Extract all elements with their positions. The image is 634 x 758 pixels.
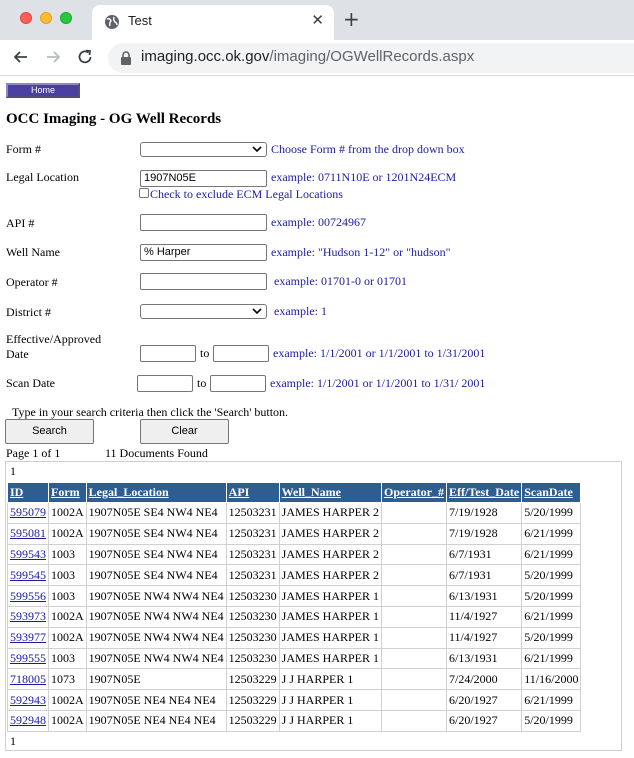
- form-number-label: Form #: [6, 142, 42, 156]
- cell-operator: [382, 565, 447, 586]
- cell-form: 1002A: [49, 606, 87, 627]
- cell-well-name: J J HARPER 1: [279, 669, 381, 690]
- cell-api: 12503231: [226, 565, 279, 586]
- effective-date-to-label: to: [200, 346, 210, 360]
- browser-tab[interactable]: [92, 5, 334, 40]
- table-row: [8, 523, 581, 544]
- well-name-hint: example: "Hudson 1-12" or "hudson": [271, 245, 451, 259]
- browser-toolbar: [0, 40, 634, 76]
- cell-id: [8, 690, 49, 711]
- district-hint: example: 1: [274, 304, 327, 318]
- table-row: [8, 690, 581, 711]
- cell-id: [8, 503, 49, 524]
- cell-id: [8, 669, 49, 690]
- table-row: [8, 544, 581, 565]
- scan-date-to-input[interactable]: [210, 375, 266, 392]
- minimize-window-button[interactable]: [40, 12, 52, 24]
- operator-input[interactable]: [140, 273, 267, 290]
- back-arrow-icon[interactable]: [11, 47, 31, 67]
- table-row: [8, 586, 581, 607]
- column-header-eff-test-date[interactable]: Eff/Test_Date: [447, 483, 522, 503]
- cell-well-name: JAMES HARPER 1: [279, 648, 381, 669]
- document-id-link[interactable]: 718005: [10, 671, 46, 686]
- column-header-id[interactable]: ID: [8, 483, 49, 503]
- cell-legal-location: 1907N05E: [86, 669, 226, 690]
- close-window-button[interactable]: [20, 12, 32, 24]
- cell-scan-date: 5/20/1999: [522, 503, 581, 524]
- cell-scan-date: 5/20/1999: [522, 627, 581, 648]
- cell-well-name: JAMES HARPER 1: [279, 586, 381, 607]
- cell-eff-test-date: 6/20/1927: [447, 710, 522, 731]
- results-body: [8, 503, 581, 732]
- cell-form: 1002A: [49, 523, 87, 544]
- address-bar[interactable]: [108, 43, 634, 73]
- cell-well-name: J J HARPER 1: [279, 690, 381, 711]
- cell-api: 12503231: [226, 503, 279, 524]
- cell-operator: [382, 523, 447, 544]
- api-label: API #: [6, 216, 35, 230]
- column-header-scan-date[interactable]: ScanDate: [522, 483, 581, 503]
- tab-title: Test: [128, 13, 152, 28]
- cell-operator: [382, 503, 447, 524]
- cell-well-name: JAMES HARPER 2: [279, 503, 381, 524]
- effective-date-to-input[interactable]: [213, 345, 269, 362]
- cell-scan-date: 11/16/2000: [522, 669, 581, 690]
- cell-well-name: J J HARPER 1: [279, 710, 381, 731]
- cell-legal-location: 1907N05E SE4 NW4 NE4: [86, 544, 226, 565]
- table-row: [8, 606, 581, 627]
- url-path: /imaging/OGWellRecords.aspx: [269, 48, 475, 65]
- document-id-link[interactable]: 599545: [10, 567, 46, 582]
- browser-tab-bar: [0, 0, 634, 40]
- cell-scan-date: 6/21/1999: [522, 606, 581, 627]
- column-header-well-name[interactable]: Well_Name: [279, 483, 381, 503]
- cell-eff-test-date: 6/13/1931: [447, 648, 522, 669]
- clear-button[interactable]: Clear: [140, 419, 229, 444]
- form-number-select[interactable]: [140, 142, 267, 157]
- cell-well-name: JAMES HARPER 2: [279, 523, 381, 544]
- cell-legal-location: 1907N05E NW4 NW4 NE4: [86, 586, 226, 607]
- cell-api: 12503230: [226, 627, 279, 648]
- column-header-legal-location[interactable]: Legal_Location: [86, 483, 226, 503]
- cell-eff-test-date: 11/4/1927: [447, 627, 522, 648]
- cell-legal-location: 1907N05E SE4 NW4 NE4: [86, 565, 226, 586]
- cell-eff-test-date: 7/19/1928: [447, 503, 522, 524]
- search-button[interactable]: Search: [5, 419, 94, 444]
- document-id-link[interactable]: 595079: [10, 505, 46, 520]
- table-row: [8, 648, 581, 669]
- table-row: [8, 565, 581, 586]
- cell-api: 12503229: [226, 710, 279, 731]
- home-button[interactable]: Home: [6, 83, 80, 98]
- cell-legal-location: 1907N05E NE4 NE4 NE4: [86, 710, 226, 731]
- cell-eff-test-date: 7/24/2000: [447, 669, 522, 690]
- legal-location-label: Legal Location: [6, 170, 79, 184]
- operator-hint: example: 01701-0 or 01701: [274, 274, 407, 288]
- table-row: [8, 503, 581, 524]
- header-row: [8, 483, 581, 503]
- form-number-hint: Choose Form # from the drop down box: [271, 142, 465, 156]
- document-id-link[interactable]: 599556: [10, 588, 46, 603]
- page-content: [0, 77, 634, 758]
- scan-date-to-label: to: [197, 376, 207, 390]
- cell-eff-test-date: 6/7/1931: [447, 565, 522, 586]
- documents-found: 11 Documents Found: [105, 446, 208, 460]
- exclude-ecm-label: Check to exclude ECM Legal Locations: [150, 187, 343, 201]
- cell-form: 1003: [49, 565, 87, 586]
- cell-well-name: JAMES HARPER 1: [279, 606, 381, 627]
- cell-operator: [382, 544, 447, 565]
- cell-api: 12503230: [226, 648, 279, 669]
- cell-api: 12503230: [226, 586, 279, 607]
- cell-legal-location: 1907N05E NW4 NW4 NE4: [86, 606, 226, 627]
- api-hint: example: 00724967: [271, 215, 366, 229]
- cell-legal-location: 1907N05E NW4 NW4 NE4: [86, 627, 226, 648]
- scan-date-label: Scan Date: [6, 376, 55, 390]
- cell-operator: [382, 586, 447, 607]
- cell-scan-date: 6/21/1999: [522, 523, 581, 544]
- table-row: [8, 669, 581, 690]
- cell-operator: [382, 710, 447, 731]
- cell-id: [8, 606, 49, 627]
- cell-eff-test-date: 7/19/1928: [447, 523, 522, 544]
- legal-location-hint: example: 0711N10E or 1201N24ECM: [271, 170, 457, 184]
- cell-api: 12503229: [226, 690, 279, 711]
- column-header-api[interactable]: API: [226, 483, 279, 503]
- cell-id: [8, 648, 49, 669]
- scan-date-hint: example: 1/1/2001 or 1/1/2001 to 1/31/ 2001: [270, 376, 486, 390]
- effective-date-label-line2: Date: [6, 347, 29, 361]
- cell-legal-location: 1907N05E SE4 NW4 NE4: [86, 523, 226, 544]
- column-header-operator[interactable]: Operator_#: [382, 483, 447, 503]
- new-tab-icon[interactable]: +: [343, 7, 360, 31]
- district-select[interactable]: [140, 304, 267, 319]
- cell-scan-date: 6/21/1999: [522, 544, 581, 565]
- cell-eff-test-date: 11/4/1927: [447, 606, 522, 627]
- column-header-form[interactable]: Form: [49, 483, 87, 503]
- cell-eff-test-date: 6/13/1931: [447, 586, 522, 607]
- cell-scan-date: 6/21/1999: [522, 648, 581, 669]
- cell-well-name: JAMES HARPER 2: [279, 544, 381, 565]
- results-grid: [5, 461, 622, 751]
- lock-icon[interactable]: [120, 51, 132, 65]
- document-id-link[interactable]: 592943: [10, 692, 46, 707]
- cell-scan-date: 5/20/1999: [522, 565, 581, 586]
- api-input[interactable]: [140, 214, 267, 231]
- cell-operator: [382, 669, 447, 690]
- cell-scan-date: 5/20/1999: [522, 586, 581, 607]
- page-info: Page 1 of 1: [6, 446, 61, 460]
- cell-form: 1073: [49, 669, 87, 690]
- scan-date-from-input[interactable]: [137, 375, 193, 392]
- cell-form: 1003: [49, 648, 87, 669]
- well-name-label: Well Name: [6, 245, 61, 259]
- cell-well-name: JAMES HARPER 1: [279, 627, 381, 648]
- url-text: [141, 48, 474, 65]
- district-label: District #: [6, 305, 51, 319]
- close-tab-icon[interactable]: ✕: [311, 11, 324, 29]
- cell-api: 12503231: [226, 544, 279, 565]
- operator-label: Operator #: [6, 275, 58, 289]
- effective-date-hint: example: 1/1/2001 or 1/1/2001 to 1/31/2001: [273, 346, 486, 360]
- maximize-window-button[interactable]: [60, 12, 72, 24]
- cell-legal-location: 1907N05E NE4 NE4 NE4: [86, 690, 226, 711]
- well-name-input[interactable]: % Harper: [140, 244, 267, 261]
- cell-id: [8, 523, 49, 544]
- table-row: [8, 627, 581, 648]
- cell-eff-test-date: 6/20/1927: [447, 690, 522, 711]
- cell-form: 1003: [49, 586, 87, 607]
- cell-legal-location: 1907N05E SE4 NW4 NE4: [86, 503, 226, 524]
- legal-location-input[interactable]: 1907N05E: [140, 170, 267, 187]
- pager-bottom-page-1[interactable]: 1: [10, 734, 16, 748]
- document-id-link[interactable]: 599555: [10, 650, 46, 665]
- cell-scan-date: 5/20/1999: [522, 710, 581, 731]
- cell-form: 1002A: [49, 503, 87, 524]
- forward-arrow-icon[interactable]: [43, 47, 63, 67]
- cell-form: 1002A: [49, 710, 87, 731]
- table-row: [8, 710, 581, 731]
- search-instruction: Type in your search criteria then click the 'Search' button.: [12, 405, 289, 419]
- cell-well-name: JAMES HARPER 2: [279, 565, 381, 586]
- cell-form: 1002A: [49, 690, 87, 711]
- chevron-down-icon: [252, 305, 262, 317]
- cell-id: [8, 544, 49, 565]
- exclude-ecm-checkbox[interactable]: [139, 188, 149, 198]
- cell-operator: [382, 648, 447, 669]
- cell-operator: [382, 627, 447, 648]
- cell-api: 12503231: [226, 523, 279, 544]
- cell-id: [8, 565, 49, 586]
- cell-scan-date: 6/21/1999: [522, 690, 581, 711]
- cell-id: [8, 627, 49, 648]
- effective-date-from-input[interactable]: [140, 345, 196, 362]
- results-table: [7, 482, 581, 732]
- cell-form: 1003: [49, 544, 87, 565]
- effective-date-label: Effective/Approved: [6, 332, 102, 346]
- pager-top-page-1[interactable]: 1: [10, 464, 16, 478]
- document-id-link[interactable]: 593973: [10, 609, 46, 624]
- url-host: imaging.occ.ok.gov: [141, 48, 270, 65]
- cell-id: [8, 586, 49, 607]
- document-id-link[interactable]: 592948: [10, 713, 46, 728]
- cell-eff-test-date: 6/7/1931: [447, 544, 522, 565]
- cell-id: [8, 710, 49, 731]
- cell-operator: [382, 606, 447, 627]
- cell-legal-location: 1907N05E NW4 NW4 NE4: [86, 648, 226, 669]
- cell-api: 12503229: [226, 669, 279, 690]
- page-title: OCC Imaging - OG Well Records: [6, 111, 222, 127]
- reload-icon[interactable]: [75, 47, 95, 67]
- cell-operator: [382, 690, 447, 711]
- chevron-down-icon: [252, 143, 262, 155]
- document-id-link[interactable]: 599543: [10, 546, 46, 561]
- document-id-link[interactable]: 593977: [10, 630, 46, 645]
- globe-icon: [104, 14, 120, 30]
- cell-api: 12503230: [226, 606, 279, 627]
- document-id-link[interactable]: 595081: [10, 526, 46, 541]
- cell-form: 1002A: [49, 627, 87, 648]
